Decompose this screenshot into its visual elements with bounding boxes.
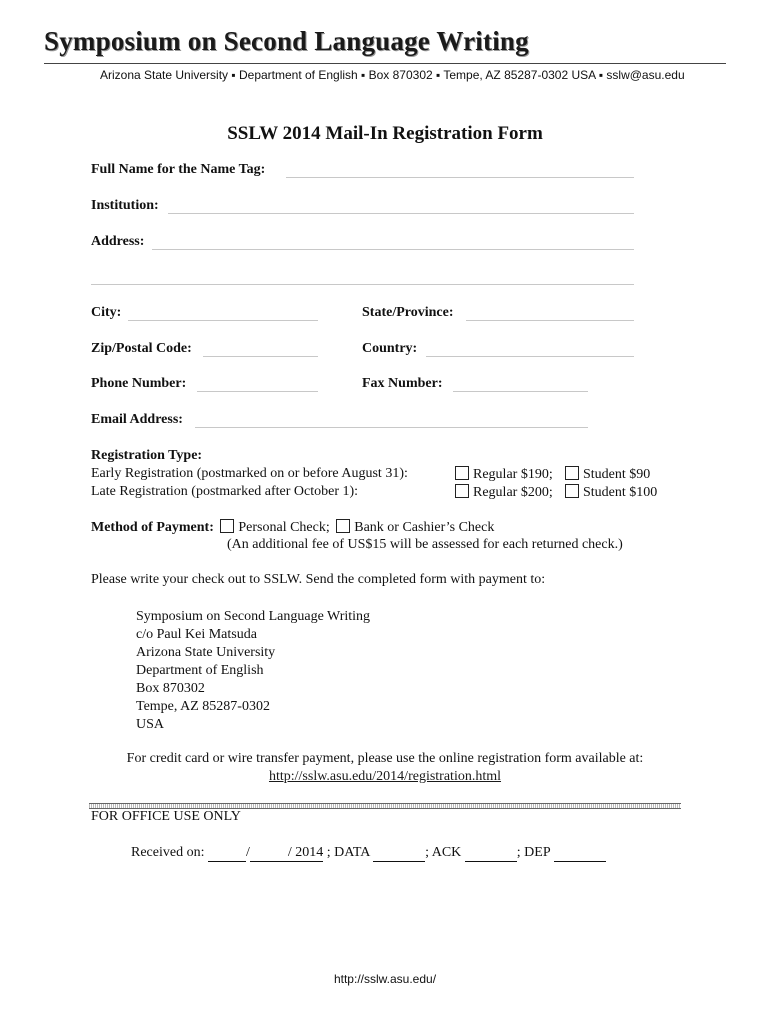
full-name-field[interactable] <box>286 177 634 178</box>
checkbox-icon[interactable] <box>455 484 469 498</box>
early-registration-label: Early Registration (postmarked on or before August 31): <box>91 466 408 481</box>
zip-field[interactable] <box>203 356 318 357</box>
personal-check-label: Personal Check; <box>238 520 330 535</box>
registration-heading: Registration Type: <box>91 448 203 463</box>
early-student-option[interactable] <box>565 466 650 483</box>
checkbox-icon[interactable] <box>565 466 579 480</box>
late-student-option[interactable] <box>565 484 657 501</box>
received-label: Received on: <box>131 845 205 860</box>
address-field-line1[interactable] <box>152 249 634 250</box>
address-label: Address: <box>91 234 145 249</box>
dep-field[interactable] <box>554 845 606 862</box>
contact-line: Arizona State University ▪ Department of English ▪ Box 870302 ▪ Tempe, AZ 85287-0302 USA ▪ sslw@asu.edu <box>100 68 685 82</box>
data-field[interactable] <box>373 845 425 862</box>
dep-label: ; DEP <box>516 845 551 860</box>
email-field[interactable] <box>195 427 588 428</box>
country-label: Country: <box>362 341 418 356</box>
email-label: Email Address: <box>91 412 183 427</box>
address-field-line2[interactable] <box>91 284 634 285</box>
state-label: State/Province: <box>362 305 454 320</box>
fax-label: Fax Number: <box>362 376 443 391</box>
address-line: Tempe, AZ 85287-0302 <box>136 699 270 714</box>
early-student-label: Student $90 <box>583 467 651 482</box>
phone-field[interactable] <box>197 391 318 392</box>
phone-label: Phone Number: <box>91 376 187 391</box>
checkbox-icon[interactable] <box>336 519 350 533</box>
received-day-field[interactable] <box>250 845 288 862</box>
full-name-label: Full Name for the Name Tag: <box>91 162 266 177</box>
credit-card-note: For credit card or wire transfer payment, please use the online registration form available at: <box>126 751 644 766</box>
institution-label: Institution: <box>91 198 159 213</box>
returned-check-note: (An additional fee of US$15 will be assessed for each returned check.) <box>227 537 623 552</box>
late-student-label: Student $100 <box>583 485 658 500</box>
form-title: SSLW 2014 Mail-In Registration Form <box>227 123 543 144</box>
checkbox-icon[interactable] <box>565 484 579 498</box>
mailing-address <box>136 608 370 734</box>
early-regular-label: Regular $190; <box>473 467 553 482</box>
received-year: / 2014 <box>287 845 324 860</box>
address-line: USA <box>136 717 165 732</box>
payment-heading: Method of Payment: <box>91 520 214 535</box>
country-field[interactable] <box>426 356 634 357</box>
address-line: Arizona State University <box>136 645 276 660</box>
received-month-field[interactable] <box>208 845 246 862</box>
registration-url-link[interactable]: http://sslw.asu.edu/2014/registration.html <box>268 769 502 784</box>
address-line: c/o Paul Kei Matsuda <box>136 627 257 642</box>
late-registration-label: Late Registration (postmarked after October 1): <box>91 484 359 499</box>
address-line: Symposium on Second Language Writing <box>136 609 371 624</box>
address-line: Department of English <box>136 663 264 678</box>
data-label: ; DATA <box>326 845 370 860</box>
instructions-text: Please write your check out to SSLW. Send the completed form with payment to: <box>91 572 546 587</box>
ack-label: ; ACK <box>425 845 462 860</box>
city-field[interactable] <box>128 320 318 321</box>
early-regular-option[interactable] <box>455 466 553 483</box>
fax-field[interactable] <box>453 391 588 392</box>
late-regular-option[interactable] <box>455 484 553 501</box>
late-regular-label: Regular $200; <box>473 485 553 500</box>
city-label: City: <box>91 305 122 320</box>
page-title: Symposium on Second Language Writing <box>44 26 529 56</box>
bank-check-label: Bank or Cashier’s Check <box>354 520 495 535</box>
title-rule <box>44 63 726 64</box>
ack-field[interactable] <box>465 845 517 862</box>
address-line: Box 870302 <box>136 681 205 696</box>
office-use-heading: FOR OFFICE USE ONLY <box>91 809 241 824</box>
checkbox-icon[interactable] <box>220 519 234 533</box>
state-field[interactable] <box>466 320 634 321</box>
zip-label: Zip/Postal Code: <box>91 341 192 356</box>
registration-link-row <box>0 769 770 785</box>
checkbox-icon[interactable] <box>455 466 469 480</box>
received-row <box>131 845 606 862</box>
institution-field[interactable] <box>168 213 634 214</box>
date-separator: / <box>245 845 250 860</box>
footer-url: http://sslw.asu.edu/ <box>333 972 437 986</box>
payment-row <box>91 519 494 536</box>
